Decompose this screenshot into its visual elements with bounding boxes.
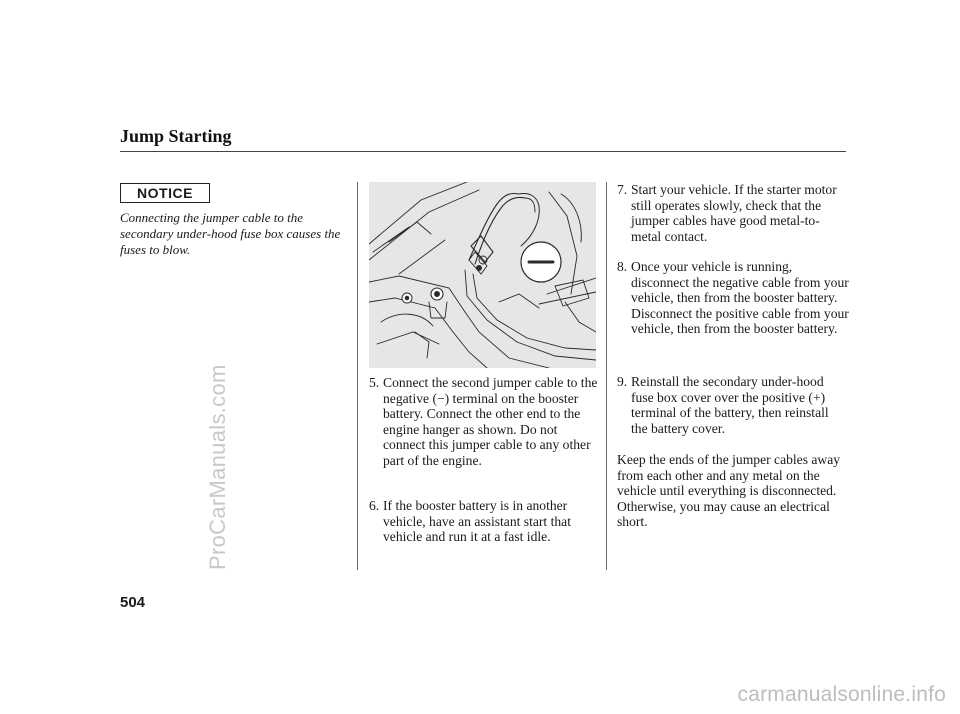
- step-5-text: Connect the second jumper cable to the negative (−) terminal on the booster battery. Connect the other end to the engine hanger as shown. Do not connect this jumper cable to any other part of the engine.: [383, 375, 598, 468]
- step-8-text: Once your vehicle is running, disconnect the negative cable from your vehicle, then from the booster battery. Disconnect the positive cable from your vehicle, then from the booster battery.: [631, 259, 849, 336]
- step-9-number: 9.: [617, 374, 628, 389]
- step-7-text: Start your vehicle. If the starter motor still operates slowly, check that the jumper cables have good metal-to-metal contact.: [631, 182, 837, 244]
- page-number: 504: [120, 594, 146, 611]
- step-7-number: 7.: [617, 182, 628, 197]
- step-5: [369, 375, 599, 468]
- column-divider-right: [606, 182, 607, 570]
- step-8-number: 8.: [617, 259, 628, 274]
- warning-paragraph-text: Keep the ends of the jumper cables away from each other and any metal on the vehicle until everything is disconnected. Otherwise, you may cause an electrical short.: [617, 452, 841, 529]
- page-title: Jump Starting: [120, 126, 232, 146]
- step-6-number: 6.: [369, 498, 380, 513]
- step-8: [617, 259, 849, 337]
- step-5-number: 5.: [369, 375, 380, 390]
- side-watermark-text: ProCarManuals.com: [205, 364, 230, 570]
- step-9-text: Reinstall the secondary under-hood fuse box cover over the positive (+) terminal of the battery, then reinstall the battery cover.: [631, 374, 829, 436]
- notice-badge-label: NOTICE: [137, 185, 193, 201]
- notice-badge: [120, 183, 210, 203]
- bottom-watermark: carmanualsonline.info: [737, 683, 946, 706]
- notice-text: Connecting the jumper cable to the secondary under-hood fuse box causes the fuses to blow.: [120, 210, 341, 257]
- step-6: [369, 498, 601, 545]
- engine-hanger-illustration: [369, 182, 596, 368]
- warning-paragraph: [617, 452, 849, 530]
- column-divider-left: [357, 182, 358, 570]
- title-divider: [120, 151, 846, 152]
- step-9: [617, 374, 839, 436]
- step-6-text: If the booster battery is in another vehicle, have an assistant start that vehicle and run it at a fast idle.: [383, 498, 571, 544]
- engine-bay-drawing: [369, 182, 596, 368]
- step-7: [617, 182, 849, 244]
